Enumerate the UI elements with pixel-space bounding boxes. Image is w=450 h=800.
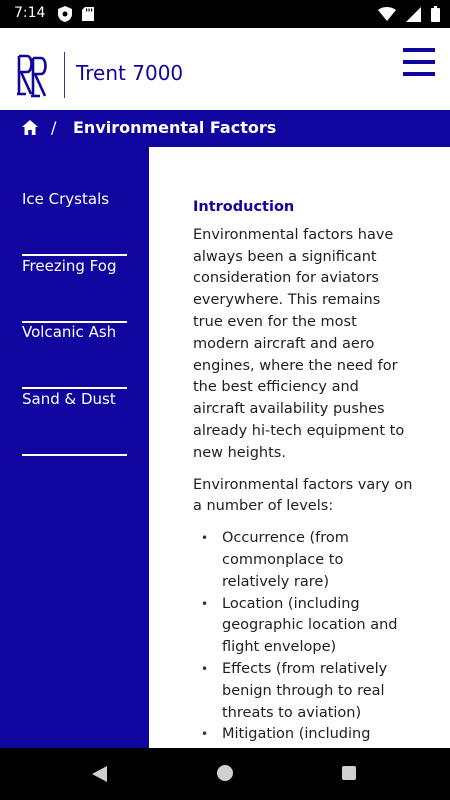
back-icon[interactable] <box>92 766 107 782</box>
sidebar-item-label: Volcanic Ash <box>22 323 117 341</box>
paragraph-levels: Environmental factors vary on a number of levels: <box>193 476 413 515</box>
sidebar-item-freezing-fog[interactable] <box>22 257 127 323</box>
sidebar-item-sand-dust[interactable] <box>22 390 127 456</box>
levels-list <box>193 528 413 746</box>
breadcrumb-current: Environmental Factors <box>73 118 277 137</box>
shield-icon <box>58 6 72 22</box>
list-item: • Location (including geographic location and flight envelope) <box>193 594 413 659</box>
sidebar-item-label: Ice Crystals <box>22 190 110 208</box>
sd-card-icon <box>82 7 94 21</box>
home-icon[interactable] <box>22 120 38 135</box>
battery-icon <box>431 6 440 22</box>
wifi-icon <box>378 7 396 21</box>
status-time: 7:14 <box>14 5 46 21</box>
home-circle-icon[interactable] <box>217 765 233 781</box>
breadcrumb-separator: / <box>51 118 57 137</box>
list-item: • Effects (from relatively benign through to real threats to aviation) <box>193 659 413 724</box>
sidebar-divider <box>22 454 127 456</box>
navigation-bar <box>0 748 450 800</box>
sidebar-item-volcanic-ash[interactable] <box>22 323 127 389</box>
hamburger-menu-icon[interactable] <box>403 48 435 76</box>
article <box>193 197 413 746</box>
sidebar-divider <box>22 254 127 256</box>
sidebar-item-label: Freezing Fog <box>22 257 117 275</box>
list-item: • Mitigation (including <box>193 724 413 746</box>
list-item: • Occurrence (from commonplace to relatively rare) <box>193 528 413 593</box>
header-divider <box>64 52 65 98</box>
app-title: Trent 7000 <box>76 61 184 85</box>
sidebar-item-ice-crystals[interactable] <box>22 190 127 256</box>
sidebar-item-label: Sand & Dust <box>22 390 116 408</box>
section-title: Introduction <box>193 199 295 215</box>
sidebar-divider <box>22 387 127 389</box>
main-content[interactable] <box>149 147 450 748</box>
signal-icon <box>406 7 421 22</box>
status-bar <box>0 0 450 28</box>
app-header <box>0 28 450 110</box>
paragraph-intro: Environmental factors have always been a significant consideration for aviators everywhere. This remains true even for the most modern aircraft and aero engines, where the need for the best efficiency and aircraft availability pushes already hi-tech equipment to new heights. <box>193 226 405 461</box>
rolls-royce-logo <box>16 54 54 98</box>
breadcrumb <box>0 110 450 147</box>
sidebar <box>0 147 149 748</box>
recents-icon[interactable] <box>342 766 356 780</box>
